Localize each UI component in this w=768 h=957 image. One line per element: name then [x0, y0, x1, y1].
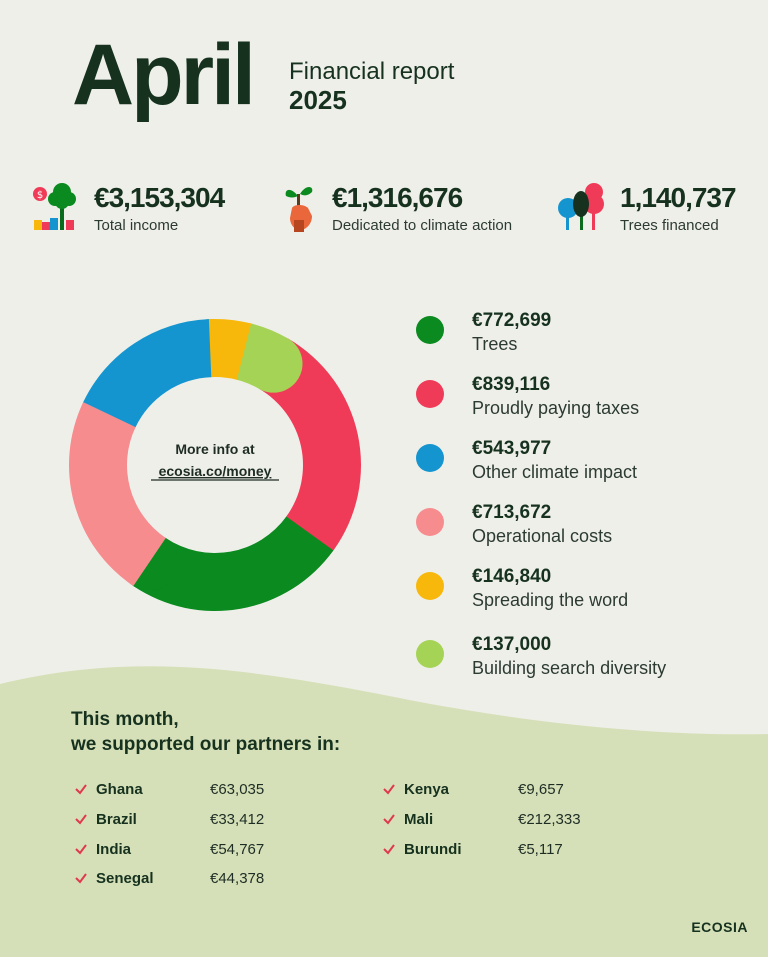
income-icon [32, 180, 84, 234]
check-icon [74, 871, 88, 885]
report-subtitle [289, 58, 454, 115]
check-icon [382, 782, 396, 796]
legend-label: Operational costs [472, 526, 613, 546]
legend-label: Spreading the word [472, 590, 629, 610]
partner-amount: €33,412 [210, 811, 265, 828]
partner-country: Ghana [96, 781, 143, 798]
stat-label: Trees financed [620, 217, 719, 234]
partner-amount: €9,657 [518, 781, 564, 798]
report-year: 2025 [289, 84, 347, 115]
legend-dot [416, 572, 444, 600]
legend-value: €839,116 [472, 374, 551, 395]
check-icon [74, 782, 88, 796]
partner-amount: €5,117 [518, 841, 563, 858]
legend-label: Proudly paying taxes [472, 398, 640, 418]
donut-segment-cap-search-diversity [245, 335, 303, 393]
legend-item-climate-impact [416, 438, 746, 494]
partner-amount: €44,378 [210, 870, 265, 887]
hand-plant-icon [280, 180, 332, 234]
legend-value: €137,000 [472, 634, 552, 655]
trees-icon [558, 180, 610, 234]
chart-center-link[interactable]: ecosia.co/money [158, 463, 272, 479]
legend-dot [416, 508, 444, 536]
partners-heading-line2: we supported our partners in: [71, 733, 341, 755]
partner-country: Burundi [404, 841, 462, 858]
legend-item-spreading-word [416, 566, 746, 622]
chart-center-text: More info at [175, 441, 255, 457]
legend-label: Trees [472, 334, 518, 354]
legend-item-operational-costs [416, 502, 746, 558]
legend-item-trees [416, 310, 746, 366]
stat-value: €1,316,676 [332, 182, 463, 213]
legend-value: €713,672 [472, 502, 552, 523]
svg-text:$: $ [36, 190, 44, 201]
partners-heading [71, 708, 340, 757]
donut-chart [60, 310, 370, 620]
partner-amount: €63,035 [210, 781, 265, 798]
legend-label: Other climate impact [472, 462, 638, 482]
legend-value: €772,699 [472, 310, 552, 331]
partner-country: Senegal [96, 870, 154, 887]
stat-value: €3,153,304 [94, 182, 225, 213]
month-title: April [72, 27, 253, 123]
legend-label: Building search diversity [472, 658, 667, 678]
legend-dot [416, 444, 444, 472]
partner-country: India [96, 841, 132, 858]
partner-country: Kenya [404, 781, 450, 798]
check-icon [382, 842, 396, 856]
stat-label: Dedicated to climate action [332, 217, 513, 234]
partners-heading-line1: This month, [71, 709, 179, 730]
partner-amount: €54,767 [210, 841, 265, 858]
partners-background [0, 660, 768, 957]
ecosia-logo: ECOSIA [691, 919, 748, 935]
partner-country: Mali [404, 811, 434, 828]
legend-value: €146,840 [472, 566, 552, 587]
stat-label: Total income [94, 217, 179, 234]
stat-value: 1,140,737 [620, 182, 736, 213]
partner-country: Brazil [96, 811, 137, 828]
partner-amount: €212,333 [518, 811, 581, 828]
legend-dot [416, 380, 444, 408]
legend-value: €543,977 [472, 438, 552, 459]
check-icon [382, 812, 396, 826]
check-icon [74, 812, 88, 826]
legend-item-taxes [416, 374, 746, 430]
check-icon [74, 842, 88, 856]
report-label: Financial report [289, 58, 455, 85]
legend-dot [416, 316, 444, 344]
